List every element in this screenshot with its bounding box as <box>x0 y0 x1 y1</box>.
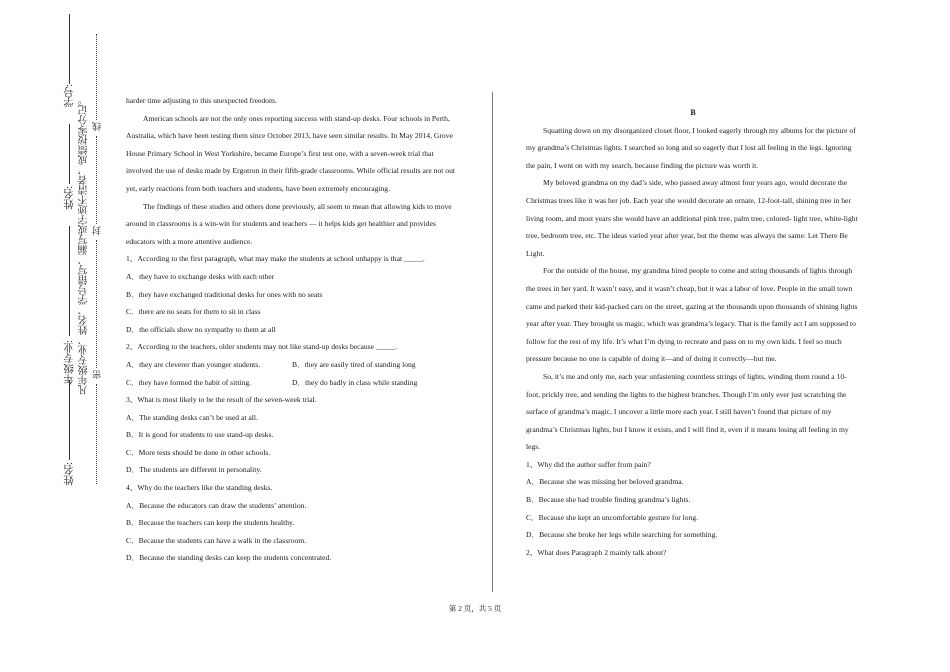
paragraph: My beloved grandma on my dad’s side, who passed away almost four years ago, would decorate the Christmas trees like it was her job. Each year she would decorate an ornate, 12-foot-tall, shining tree in her living room, and most years she would have an additional pink tree, palm tree, colored- light tree, white-light tree, bedroom tree, etc. The ideas varied year after year, but the theme was always the same: Let There Be Light. <box>526 178 858 258</box>
paragraph: So, it’s me and only me, each year unfastening countless strings of lights, winding them round a 10-foot, prickly tree, and sending the lights to the highest branches. Though I’m only ever just scratching the surface of grandma’s magic, I uncover a little more each year. I still haven’t found that picture of my grandma’s Christmas lights, but I know it exists, and I will find it, even if it means losing all feeling in my legs. <box>526 371 849 452</box>
paragraph: American schools are not the only ones reporting success with stand-up desks. Four schools in Perth, Australia, which have been testing them since October 2013, have seen similar results. In May 2014, Grove House Primary School in West Yorkshire, became Europe’s first test one, with a seven-week trial that involved the use of desks made by Ergotron in their fifth-grade classrooms. While official results are not out yet, early reactions from both teachers and students, have been extremely encouraging. <box>126 113 455 193</box>
option: A．they are cleverer than younger students. <box>126 359 261 369</box>
question-1: 1、Why did the author suffer from pain? <box>526 459 651 469</box>
option: D．Because she broke her legs while searching for something. <box>526 530 718 540</box>
option: A．Because she was missing her beloved grandma. <box>526 477 684 487</box>
option: D．they do badly in class while standing <box>292 377 418 387</box>
dotted-line <box>96 34 97 120</box>
seal-xian: 线 <box>92 122 102 131</box>
option: C．there are no seats for them to sit in class <box>126 307 261 317</box>
option: B．Because she had trouble finding grandma’s lights. <box>526 495 691 505</box>
question-2: 2、According to the teachers, older students may not like stand-up desks because _____. <box>126 342 397 352</box>
question-3: 3、What is most likely to be the result of the seven-week trial. <box>126 395 317 405</box>
question-2: 2、What does Paragraph 2 mainly talk about? <box>526 547 667 557</box>
paragraph: Squatting down on my disorganized closet floor, I looked eagerly through my albums for the picture of my grandma’s Christmas lights. I searched so long and so eagerly that I lost all feeling in the legs. Ignoring the pain, I went on with my search, because finding the picture was worth it. <box>526 125 856 170</box>
seal-mi: 密 <box>92 370 102 379</box>
grade-major-label: 年级专业: <box>64 340 75 385</box>
notice-text: 凡年级专业、姓名、学号错写、漏写或字迹不清者，成绩按零分记。 <box>79 95 90 395</box>
option-row <box>126 356 462 374</box>
right-column <box>526 104 860 561</box>
name-label: 姓名: <box>64 186 75 210</box>
grade-major-line <box>69 226 70 336</box>
option: C．Because the students can have a walk in the classroom. <box>126 535 307 545</box>
option: D．Because the standing desks can keep the students concentrated. <box>126 553 332 563</box>
option: C．More tests should be done in other schools. <box>126 447 271 457</box>
paragraph: The findings of these studies and others done previously, all seem to mean that allowing kids to move around in classrooms is a win-win for students and teachers — it helps kids get healthier and provides educators with a more attentive audience. <box>126 201 452 246</box>
option: B．Because the teachers can keep the students healthy. <box>126 518 295 528</box>
column-divider <box>492 92 493 592</box>
dotted-line <box>96 136 97 224</box>
option: B．It is good for students to use stand-up desks. <box>126 430 274 440</box>
option-row <box>126 374 462 392</box>
option: A．The standing desks can’t be used at all. <box>126 412 258 422</box>
option: A．they have to exchange desks with each other <box>126 271 275 281</box>
option: A．Because the educators can draw the students’ attention. <box>126 500 307 510</box>
student-id-line <box>69 14 70 84</box>
page-number: 第 2 页，共 5 页 <box>448 604 502 613</box>
name2-label: 姓名: <box>64 462 75 486</box>
left-column <box>126 92 462 567</box>
seal-feng: 封 <box>92 226 102 235</box>
dotted-line <box>96 384 97 484</box>
paragraph: For the outside of the house, my grandma hired people to come and string thousands of lights through the trees in her yard. It wasn’t easy, and it wasn’t cheap, but it was a labor of love. People in the small town came and parked their kid-packed cars on the street, gazing at the thousands upon thousands of shining lights year after year. They brought us magic, which was grandma’s legacy. That is the family act I am supposed to follow for the rest of my life. It’s what I’m dying to recreate and pass on to my own kids. I feel so much pressure because no one is capable of doing it—and of doing it correctly—but me. <box>526 266 858 364</box>
option: C．they have formed the habit of sitting. <box>126 377 252 387</box>
name-line <box>69 124 70 184</box>
option: B．they are easily tired of standing long <box>292 359 416 369</box>
question-4: 4、Why do the teachers like the standing desks. <box>126 483 273 493</box>
student-id-label: 学号: <box>64 84 75 108</box>
dotted-line <box>96 240 97 368</box>
option: B．they have exchanged traditional desks for ones with no seats <box>126 289 323 299</box>
name2-line <box>69 380 70 460</box>
section-title: B <box>690 108 696 117</box>
option: C．Because she kept an uncomfortable gesture for long. <box>526 512 699 522</box>
paragraph: harder time adjusting to this unexpected freedom. <box>126 96 277 105</box>
option: D．the officials show no sympathy to them at all <box>126 324 276 334</box>
option: D．The students are different in personality. <box>126 465 262 475</box>
question-1: 1、According to the first paragraph, what may make the students at school unhappy is that _____. <box>126 254 425 264</box>
